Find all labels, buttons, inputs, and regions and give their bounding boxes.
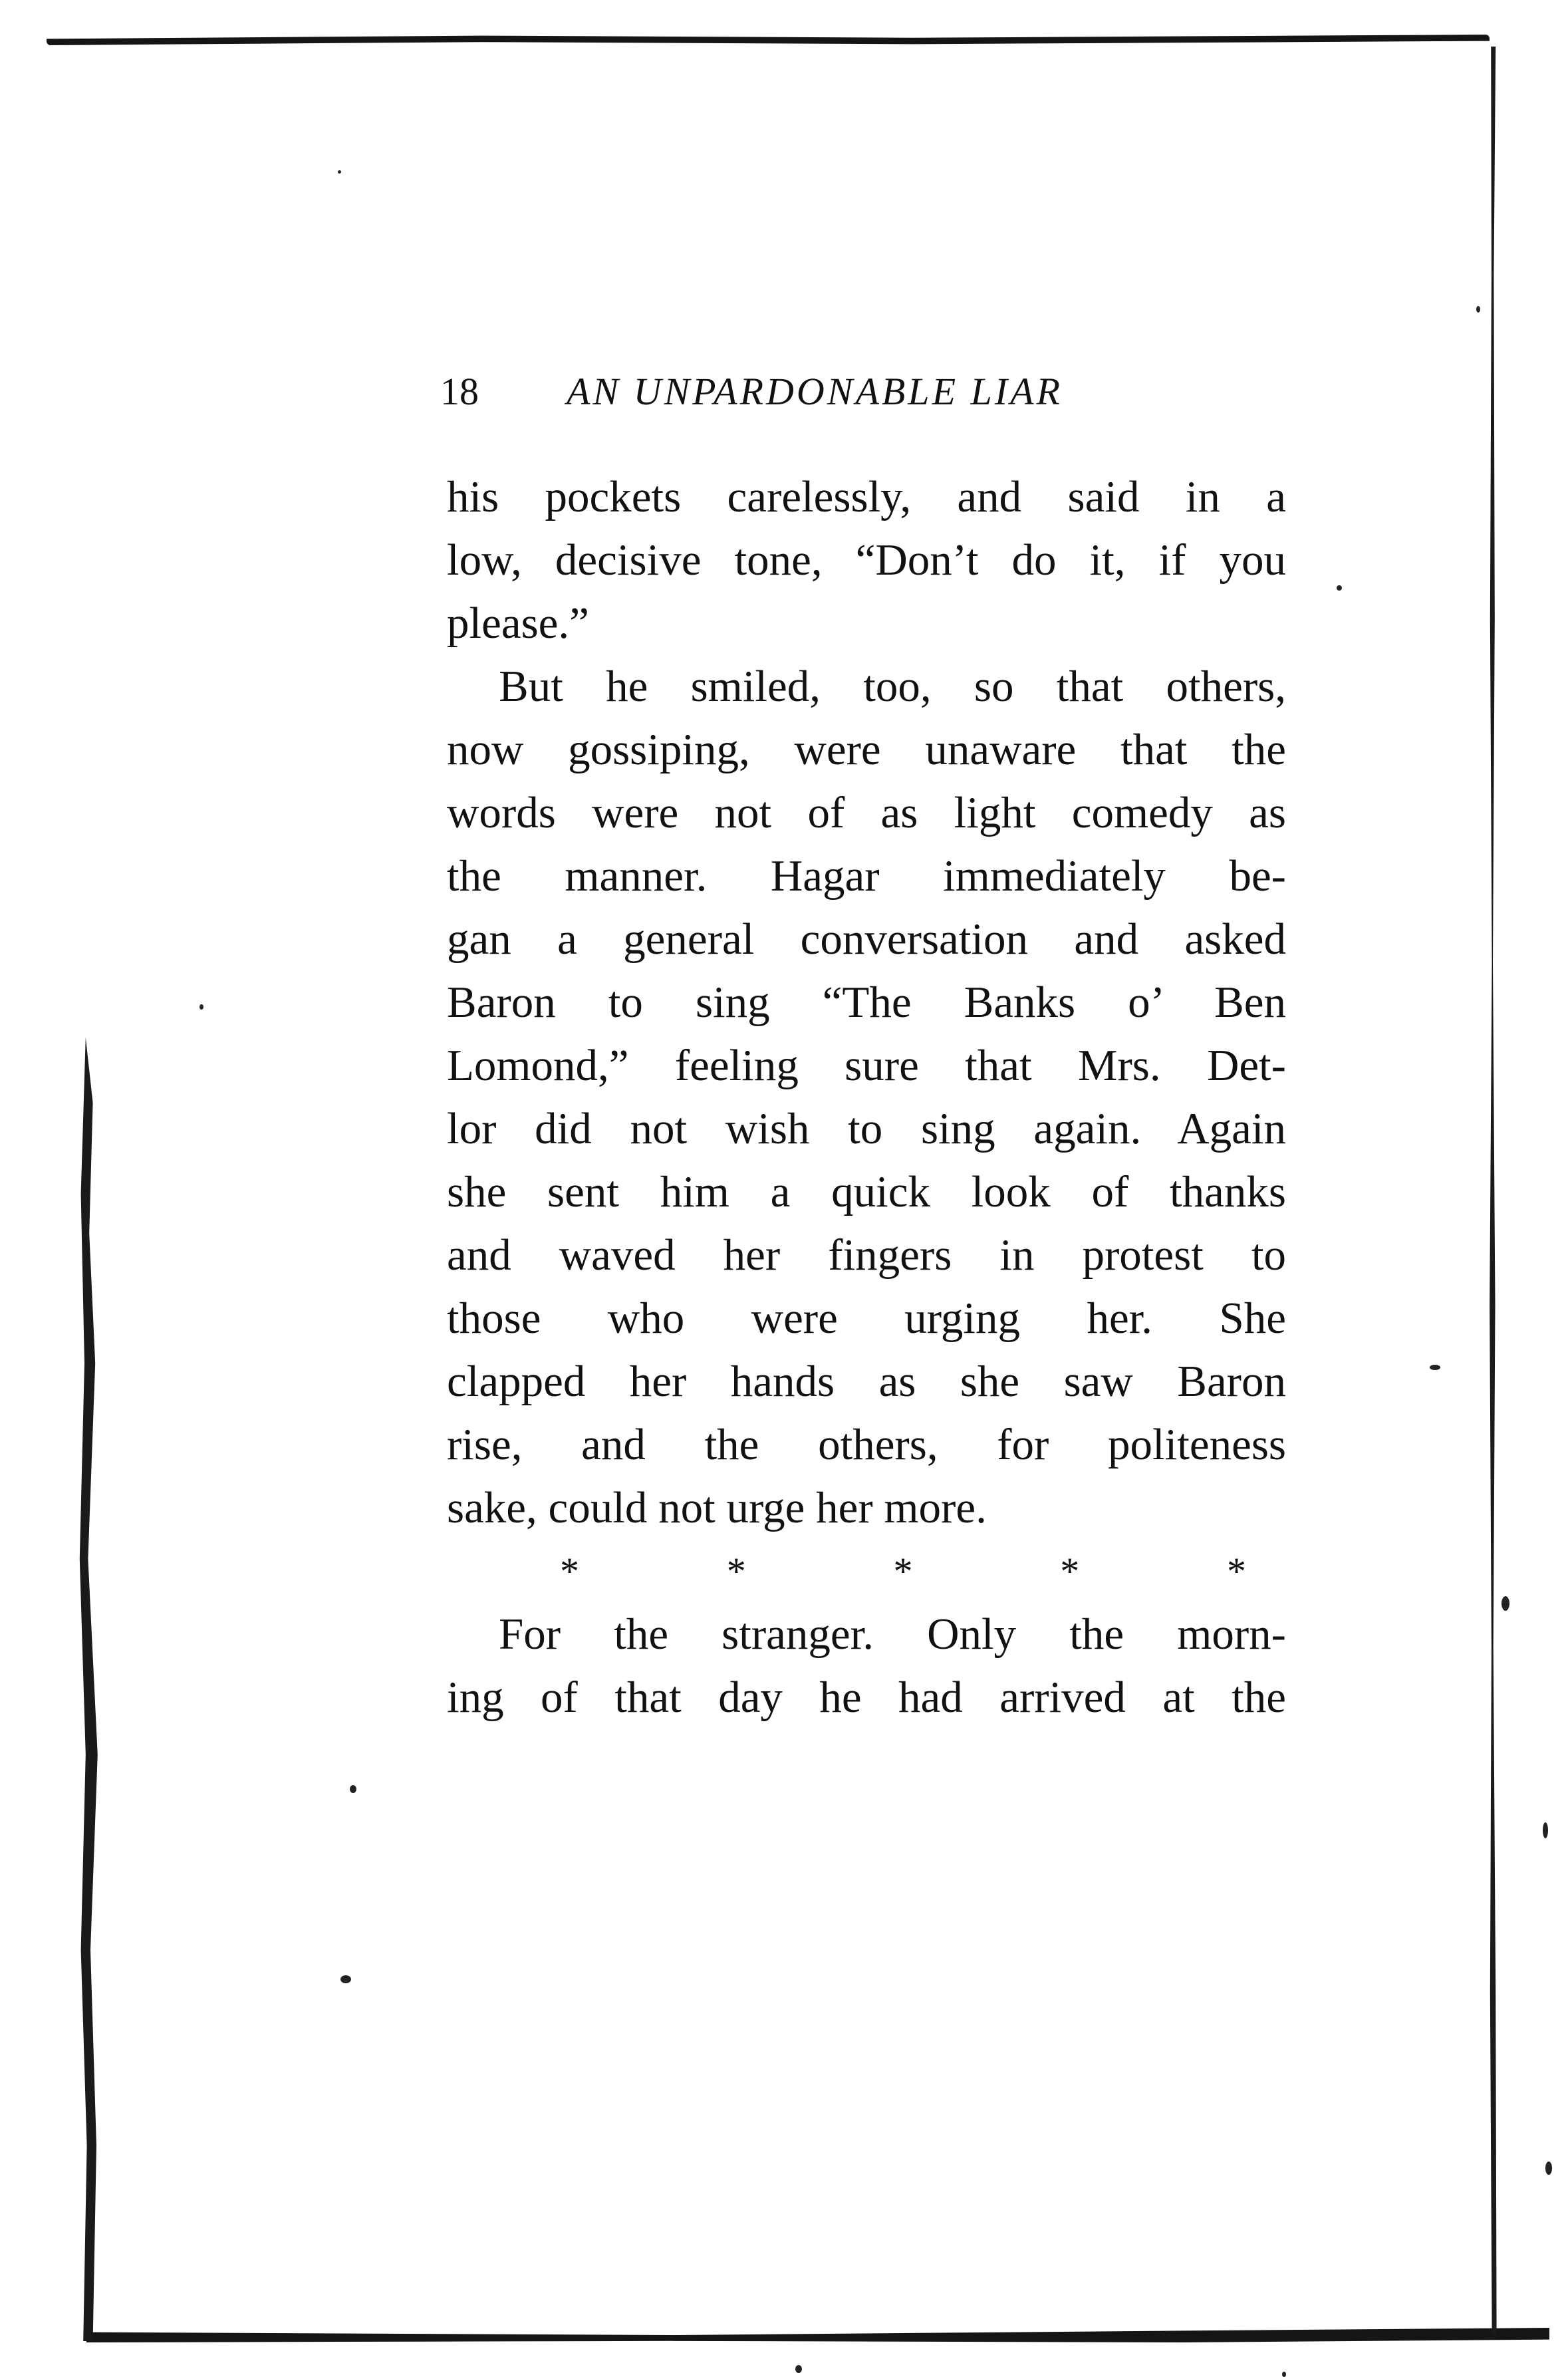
text-line: Lomond,” feeling sure that Mrs. Det-	[447, 1041, 1286, 1090]
scan-speck	[1502, 1596, 1509, 1611]
scan-speck	[1337, 585, 1342, 591]
text-line: please.”	[447, 599, 589, 648]
text-line: gan a general conversation and asked	[447, 914, 1286, 964]
text-line: the manner. Hagar immediately be-	[447, 851, 1286, 901]
asterisk: *	[1060, 1550, 1080, 1593]
scan-speck	[1543, 1822, 1548, 1838]
text-line: low, decisive tone, “Don’t do it, if you	[447, 535, 1286, 585]
asterisk: *	[1227, 1550, 1246, 1593]
scan-speck	[1282, 2372, 1286, 2377]
text-line: ing of that day he had arrived at the	[447, 1673, 1286, 1722]
scan-border-top	[47, 35, 1490, 45]
text-line: those who were urging her. She	[447, 1294, 1286, 1343]
running-title: AN UNPARDONABLE LIAR	[567, 370, 1063, 413]
text-line: his pockets carelessly, and said in a	[447, 472, 1286, 521]
text-line: Baron to sing “The Banks o’ Ben	[447, 978, 1286, 1027]
text-line: For the stranger. Only the morn-	[499, 1609, 1286, 1659]
asterisk: *	[893, 1550, 913, 1593]
scan-speck	[795, 2365, 802, 2373]
scan-speck	[338, 170, 341, 174]
scan-speck	[350, 1785, 356, 1793]
asterisk: *	[560, 1550, 579, 1593]
page-header	[440, 368, 1291, 415]
section-break	[447, 1540, 1286, 1603]
page-number: 18	[440, 370, 479, 413]
text-line: lor did not wish to sing again. Again	[447, 1104, 1286, 1153]
text-line: she sent him a quick look of thanks	[447, 1167, 1286, 1216]
scan-edge-left	[78, 1038, 102, 2341]
scan-edge-right	[1488, 47, 1498, 2334]
scan-speck	[1476, 306, 1480, 313]
scan-border-bottom	[86, 2328, 1549, 2342]
body-text	[447, 466, 1286, 1729]
asterisk: *	[726, 1550, 746, 1593]
text-line: now gossiping, were unaware that the	[447, 725, 1286, 774]
text-line: sake, could not urge her more.	[447, 1483, 987, 1532]
text-line: words were not of as light comedy as	[447, 788, 1286, 837]
text-line: But he smiled, too, so that others,	[499, 662, 1286, 711]
text-line: rise, and the others, for politeness	[447, 1420, 1286, 1469]
scan-speck	[199, 1004, 203, 1010]
scan-speck	[340, 1975, 351, 1983]
text-line: and waved her fingers in protest to	[447, 1230, 1286, 1280]
scan-speck	[1430, 1365, 1440, 1370]
text-line: clapped her hands as she saw Baron	[447, 1357, 1286, 1406]
scan-speck	[1545, 2162, 1552, 2175]
